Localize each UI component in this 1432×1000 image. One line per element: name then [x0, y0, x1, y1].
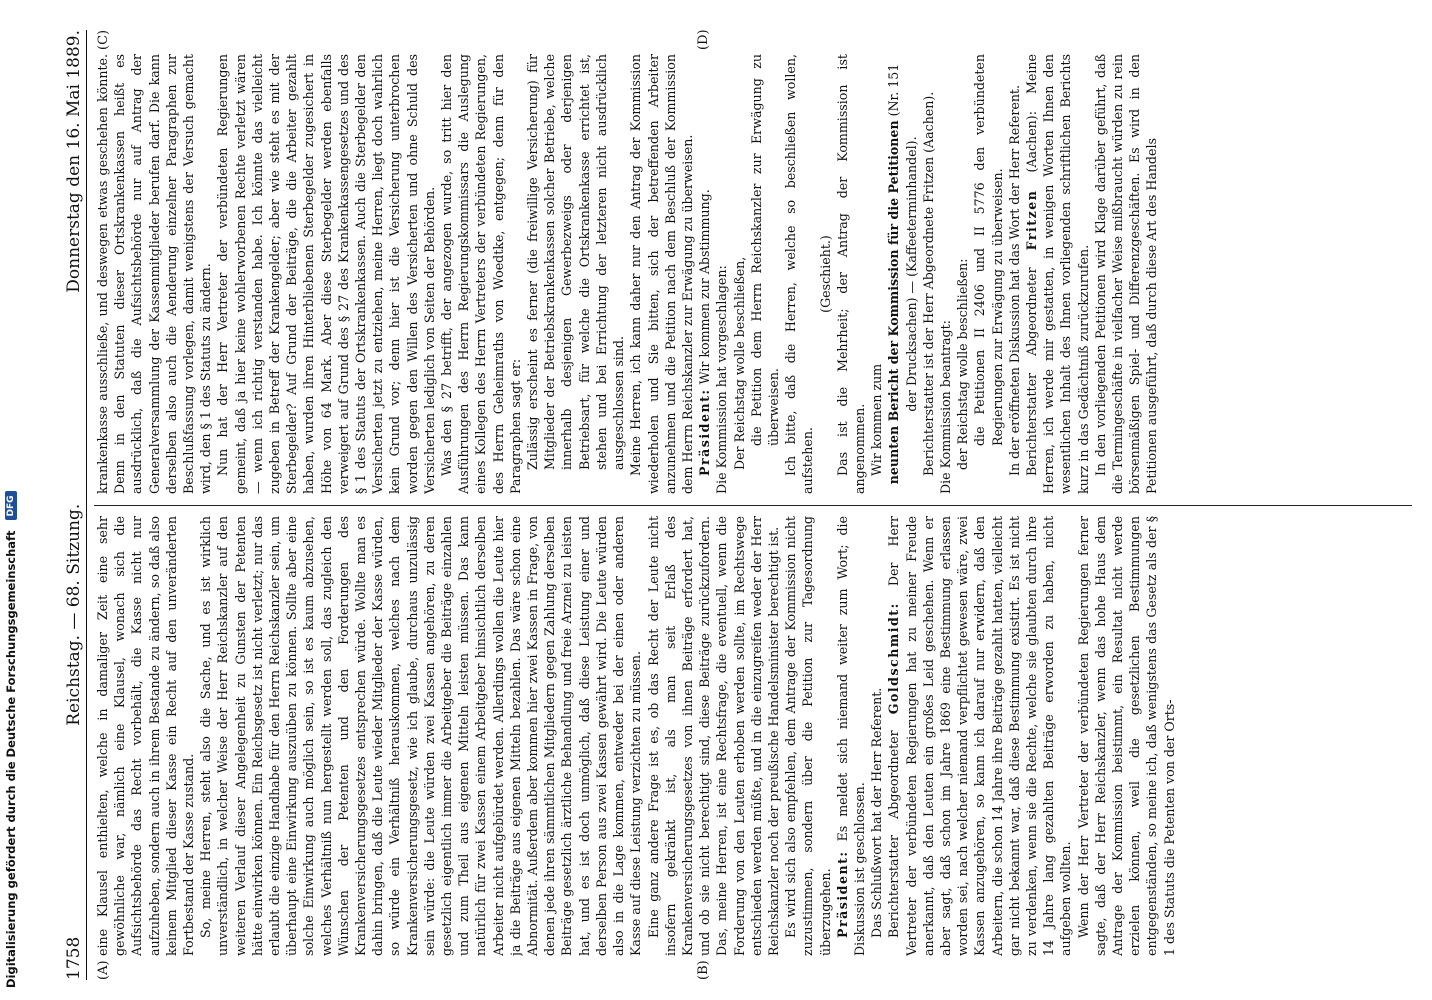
agenda-title: neunten Bericht der Kommission für die Petitionen	[886, 120, 902, 485]
digitization-footer	[0, 12, 22, 988]
speaker-place: (Aachen):	[1023, 111, 1039, 173]
paragraph: Ich bitte, daß die Herren, welche so beschließen wollen, aufstehen.	[783, 54, 816, 494]
stage-direction: (Geschieht.)	[817, 235, 833, 313]
paragraph: Wenn der Herr Vertreter der verbündeten Regierungen ferner sagte, daß der Herr Reichskanzler, wenn das hohe Haus dem Antrage der Kommission beistimmt, ein Resultat nicht werde erzielen können, weil die gesetzlichen Bestimmungen entgegenständen, so meine ich, daß wenigstens das Gesetz als der § 1 des Statuts die Petenten von der Orts-	[1075, 516, 1177, 956]
paragraph: eine Klausel enthielten, welche in damaliger Zeit eine sehr gewöhnliche war, nämlich eine Klausel, wonach sich die Aufsichtsbehörde das Recht vorbehält, die Kasse nicht nur aufzuheben, sondern auch in ihrem Bestande zu ändern, so daß also keinem Mitglied dieser Kasse ein Recht auf den unveränderten Fortbestand der Kasse zustand.	[95, 516, 197, 956]
paragraph: Die Kommission beantragt:	[937, 320, 953, 494]
paragraph: Das Schlußwort hat der Herr Referent.	[869, 687, 885, 938]
publication-title: Reichstag. — 68. Sitzung.	[64, 503, 84, 726]
speech-text: Es meldet sich niemand weiter zum Wort; die Diskussion ist geschlossen.	[834, 516, 867, 956]
speech-text: Meine Herren, ich werde mir gestatten, in wenigen Worten Ihnen den wesentlichen Inhalt des Ihnen vorliegenden schriftlichen Berichts kurz in das Gedächtniß zurückzurufen.	[1023, 54, 1091, 494]
page-header	[56, 30, 87, 980]
paragraph: Nun hat der Herr Vertreter der verbündeten Regierungen gemeint, daß ja hier keine wohlerworbenen Rechte verletzt wären — wenn ich richtig verstanden habe. Ich könnte das vielleicht zugeben in Betreff der Krankengelder; aber wie steht es mit der Sterbegelder? Auf Grund der Beiträge, die die Arbeiter gezahlt haben, wurden ihren Hinterbliebenen Sterbegelder zugesichert in Höhe von 64 Mark. Aber diese Sterbegelder werden ebenfalls verweigert auf Grund des § 27 des Krankenkassengesetzes und des § 1 des Statuts der Ortskrankenkassen. Auch die Sterbegelder den Versicherten jetzt zu entziehen, meine Herren, liegt doch wahrlich kein Grund vor; denn hier ist die Versicherung unterbrochen worden gegen den Willen des Versicherten und ohne Schuld des Versicherten lediglich von Seiten der Behörden.	[215, 54, 437, 494]
column-divider	[94, 505, 1412, 506]
quotation: Zulässig erscheint es ferner (die freiwillige Versicherung) für Mitglieder der Betriebskrankenkassen solcher Betriebe, welche innerhalb desjenigen Gewerbezweigs oder derjenigen Betriebsart, für welche die Ortskrankenkasse errichtet ist, stehen und bei Errichtung der letzteren nicht ausdrücklich ausgeschlossen sind.	[525, 54, 627, 470]
paragraph: Die Kommission hat vorgeschlagen:	[714, 265, 730, 494]
paragraph: krankenkasse ausschließe, und deswegen etwas geschehen könnte. Denn in den Statuten dieser Ortskrankenkassen heißt es ausdrücklich, daß die Aufsichtsbehörde nur auf Antrag der Generalversammlung der Kassenmitglieder berufen darf. Die kann derselben also auch die Aenderung einzelner Paragraphen zur Beschlußfassung vorlegen, damit wenigstens der Versuch gemacht wird, den § 1 des Statuts zu ändern.	[95, 54, 214, 494]
motion-text: die Petition dem Herrn Reichskanzler zur Erwägung zu überweisen.	[748, 54, 781, 446]
paragraph: So, meine Herren, steht also die Sache, und es ist wirklich unverständlich, in welcher Weise der Herr Reichskanzler auf den weiteren Verlauf dieser Angelegenheit zu Gunsten der Petenten hätte einwirken können. Ein Reichsgesetz ist nicht verletzt; nur das erlaubt die einzige Handhabe für den Herrn Reichskanzler sein, um überhaupt eine Einwirkung auszuüben zu können. Sollte aber eine solche Einwirkung auch möglich sein, so ist es kaum abzusehen, welches Verhältniß nun hergestellt werden soll, das zugleich den Wünschen der Petenten und den Forderungen des Krankenversicherungsgesetzes entsprechen würde. Wollte man es dahin bringen, daß die Leute wieder Mitglieder der Kasse würden, so würde ein Verhältniß herauskommen, welches nach dem Krankenversicherungsgesetz, wie ich glaube, durchaus unzulässig sein würde: die Leute würden zwei Kassen angehören, zu deren gesetzlich eigentlich immer die Arbeitgeber die Beiträge einzahlen und zum Theil aus eigenen Mitteln leisten müssen. Das kann natürlich für zwei Kassen einem Arbeitgeber hinsichtlich derselben Arbeiter nicht aufgebürdet werden. Allerdings wollen die Leute hier ja die Beiträge aus eigenen Mitteln bezahlen. Das wäre schon eine Abnormität. Außerdem aber kommen hier zwei Kassen in Frage, von denen jede ihren sämmtlichen Mitgliedern gegen Zahlung derselben Beiträge gesetzlich ärztliche Behandlung und freie Arznei zu leisten hat, und es ist doch unmöglich, daß diese Leistung einer und derselben Person aus zwei Kassen gewährt wird. Die Leute würden also in die Lage kommen, entweder bei der einen oder anderen Kasse auf diese Leistung verzichten zu müssen.	[198, 516, 644, 956]
speaker-paragraph	[696, 54, 713, 494]
margin-marker-c: (C)	[96, 29, 111, 50]
speech-text: Der Herr Vertreter der verbündeten Regierungen hat zu meiner Freude anerkannt, daß den Leuten ein großes Leid geschehen. Wenn er aber sagt, daß schon im Jahre 1869 eine Bestimmung erlassen worden sei, nach welcher niemand verpflichtet gewesen wäre, zwei Kassen anzugehören, so kann ich darauf nur erwidern, daß den Arbeitern, die schon 14 Jahre ihre Beiträge gezahlt hatten, vielleicht gar nicht bekannt war, daß diese Bestimmung existirt. Es ist nicht zu verdenken, wenn sie die Rechte, welche sie glaubten durch ihre 14 Jahre lang gezahlten Beiträge erworden zu haben, nicht aufgeben wollten.	[886, 516, 1074, 956]
paragraph: Das ist die Mehrheit; der Antrag der Kommission ist angenommen.	[834, 54, 867, 494]
page-number: 1758	[64, 936, 84, 980]
agenda-item	[885, 54, 919, 494]
dfg-logo: DFG	[5, 491, 17, 520]
session-date: Donnerstag den 16. Mai 1889.	[64, 30, 84, 293]
right-column	[94, 54, 1414, 494]
speaker-role: Berichterstatter Abgeordneter	[1023, 267, 1039, 476]
paragraph: Es wird sich also empfehlen, dem Antrage der Kommission nicht zuzustimmen, sondern über die Petition zur Tagesordnung überzugehen.	[783, 516, 833, 956]
margin-marker-b: (B)	[696, 960, 711, 980]
motion-text: die Petitionen II 2406 und II 5776 den verbündeten Regierungen zur Erwägung zu überweisen.	[972, 54, 1005, 446]
speaker-name: Präsident:	[834, 850, 850, 938]
speaker-paragraph	[1023, 54, 1092, 494]
paragraph: Meine Herren, ich kann daher nur den Antrag der Kommission wiederholen und Sie bitten, sich der betreffenden Arbeiter anzunehmen und die Petition nach dem Beschluß der Kommission dem Herrn Reichskanzler zur Erwägung zu überweisen.	[628, 54, 695, 494]
speech-text: Wir kommen zur Abstimmung.	[697, 189, 713, 385]
margin-marker-a: (A)	[96, 960, 111, 980]
speaker-name: Präsident:	[697, 388, 713, 476]
speaker-paragraph	[834, 516, 868, 956]
paragraph: In den vorliegenden Petitionen wird Klage darüber geführt, daß die Termingeschäfte in vielfacher Weise mißbraucht würden zu rein börsenmäßigen Spiel- und Differenzgeschäften. Es wird in den Petitionen ausgeführt, daß durch diese Art des Handels	[1092, 54, 1160, 494]
header-center	[64, 504, 84, 726]
speaker-name: Goldschmidt:	[886, 602, 902, 715]
left-column	[94, 516, 1414, 956]
speaker-name: Fritzen	[1023, 189, 1039, 251]
speaker-paragraph	[885, 516, 1074, 956]
motion-line: der Reichstag wolle beschließen:	[955, 258, 971, 470]
paragraph: Eine ganz andere Frage ist es, ob das Recht der Leute nicht insofern gekränkt ist, als man seit Erlaß des Krankenversicherungsgesetzes von ihnen Beiträge erfordert hat, und ob sie nicht berechtigt sind, diese Beiträge zurückzufordern. Das, meine Herren, ist eine Rechtsfrage, die eventuell, wenn die Forderung von den Leuten erhoben werden sollte, im Rechtswege entschieden werden müßte, und in die einzugreifen weder der Herr Reichskanzler noch der preußische Handelsminister berechtigt ist.	[645, 516, 781, 956]
digitization-note: Digitalisierung gefördert durch die Deutsche Forschungsgemeinschaft	[4, 530, 18, 988]
paragraph: Was den § 27 betrifft, der angezogen wurde, so tritt hier den Ausführungen des Herrn Regierungskommissars die Auslegung eines Kollegen des Herrn Vertreters der verbündeten Regierungen, des Herrn Geheimraths von Woedtke, entgegen; denn für den Paragraphen sagt er:	[439, 54, 523, 494]
motion-line: Der Reichstag wolle beschließen,	[731, 256, 747, 470]
document-page	[56, 30, 1426, 980]
paragraph: Wir kommen zum	[869, 363, 885, 476]
margin-marker-d: (D)	[696, 29, 711, 50]
agenda-subtitle: (Nr. 151 der Drucksachen) — (Kaffeeterminhandel).	[886, 63, 919, 412]
paragraph: In der eröffneten Diskussion hat das Wort der Herr Referent.	[1006, 85, 1022, 476]
paragraph: Berichterstatter ist der Herr Abgeordnete Fritzen (Aachen).	[920, 91, 936, 476]
speaker-role: Berichterstatter Abgeordneter	[886, 730, 902, 938]
